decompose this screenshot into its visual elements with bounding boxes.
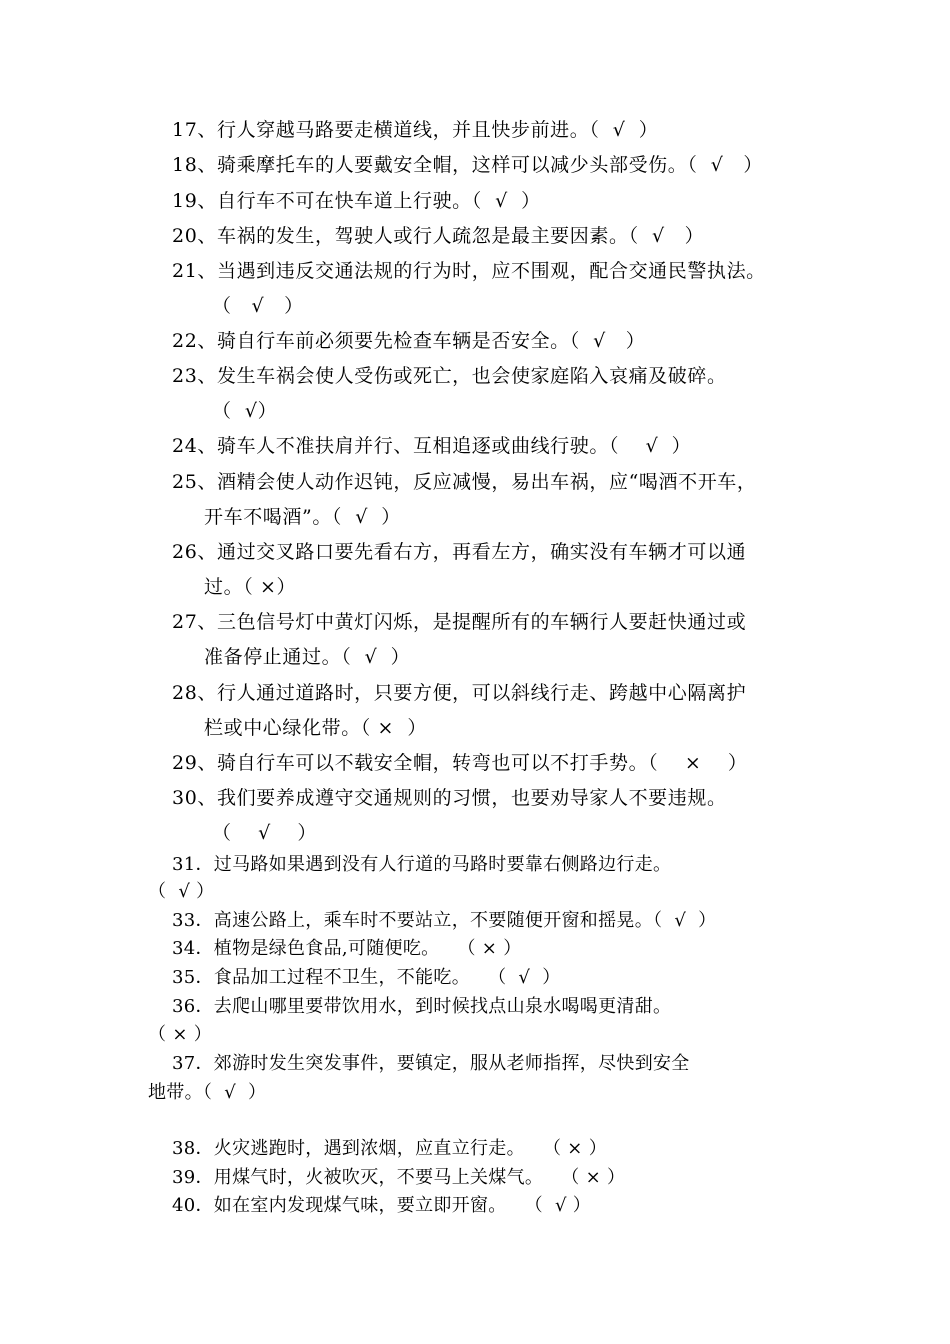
- question-25: 25、酒精会使人动作迟钝，反应减慢，易出车祸，应“喝酒不开车，: [172, 471, 757, 493]
- question-39: 39．用煤气时，火被吹灭，不要马上关煤气。 （ × ）: [172, 1167, 626, 1188]
- question-23: 23、发生车祸会使人受伤或死亡，也会使家庭陷入哀痛及破碎。: [172, 365, 727, 387]
- question-37-continued: 地带。（ √ ）: [148, 1082, 267, 1103]
- question-22: 22、骑自行车前必须要先检查车辆是否安全。（ √ ）: [172, 330, 646, 352]
- question-17: 17、行人穿越马路要走横道线，并且快步前进。（ √ ）: [172, 119, 659, 141]
- question-37: 37．郊游时发生突发事件，要镇定，服从老师指挥，尽快到安全: [172, 1053, 690, 1074]
- question-33: 33．高速公路上，乘车时不要站立，不要随便开窗和摇晃。（ √ ）: [172, 910, 717, 931]
- question-31: 31．过马路如果遇到没有人行道的马路时要靠右侧路边行走。: [172, 854, 672, 875]
- question-28-continued: 栏或中心绿化带。（ × ）: [204, 717, 427, 739]
- question-25-continued: 开车不喝酒”。（ √ ）: [204, 506, 401, 528]
- question-26: 26、通过交叉路口要先看右方，再看左方，确实没有车辆才可以通: [172, 541, 747, 563]
- question-29: 29、骑自行车可以不载安全帽，转弯也可以不打手势。（ × ）: [172, 752, 748, 774]
- question-18: 18、骑乘摩托车的人要戴安全帽，这样可以减少头部受伤。（ √ ）: [172, 154, 763, 176]
- question-21-answer: （ √ ）: [212, 295, 304, 317]
- question-20: 20、车祸的发生，驾驶人或行人疏忽是最主要因素。（ √ ）: [172, 225, 705, 247]
- question-27-continued: 准备停止通过。（ √ ）: [204, 646, 411, 668]
- question-19: 19、自行车不可在快车道上行驶。（ √ ）: [172, 190, 541, 212]
- question-36: 36．去爬山哪里要带饮用水，到时候找点山泉水喝喝更清甜。: [172, 996, 672, 1017]
- question-23-answer: （ √）: [212, 400, 278, 422]
- question-26-continued: 过。（ ×）: [204, 576, 297, 598]
- question-38: 38．火灾逃跑时，遇到浓烟，应直立行走。 （ × ）: [172, 1138, 607, 1159]
- question-34: 34．植物是绿色食品,可随便吃。 （ × ）: [172, 938, 522, 959]
- question-27: 27、三色信号灯中黄灯闪烁，是提醒所有的车辆行人要赶快通过或: [172, 611, 747, 633]
- question-24: 24、骑车人不准扶肩并行、互相追逐或曲线行驶。（ √ ）: [172, 435, 692, 457]
- question-36-answer: （ × ）: [148, 1024, 213, 1045]
- question-30-answer: （ √ ）: [212, 822, 318, 844]
- question-31-answer: （ √ ）: [148, 881, 215, 902]
- question-35: 35．食品加工过程不卫生，不能吃。 （ √ ）: [172, 967, 561, 988]
- question-30: 30、我们要养成遵守交通规则的习惯，也要劝导家人不要违规。: [172, 787, 727, 809]
- question-40: 40．如在室内发现煤气味，要立即开窗。 （ √ ）: [172, 1195, 592, 1216]
- question-28: 28、行人通过道路时，只要方便，可以斜线行走、跨越中心隔离护: [172, 682, 747, 704]
- question-21: 21、当遇到违反交通法规的行为时，应不围观，配合交通民警执法。: [172, 260, 766, 282]
